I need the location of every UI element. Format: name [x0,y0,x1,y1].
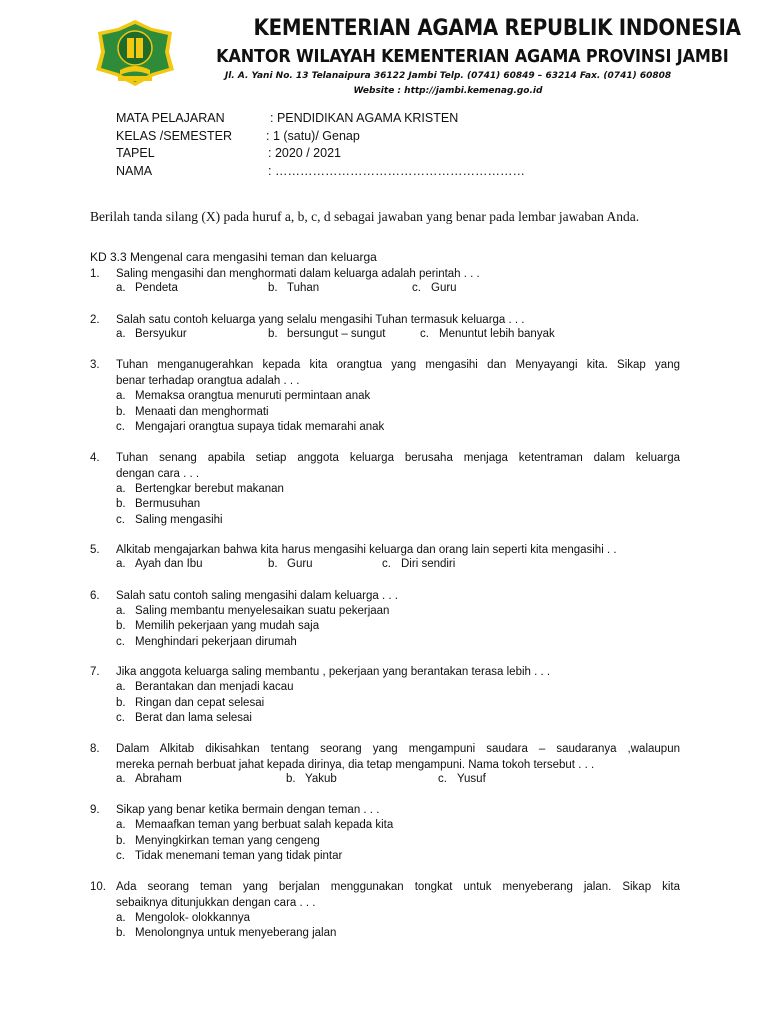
option-b: b. bersungut – sungut [268,327,386,340]
option-c: c. Tidak menemani teman yang tidak pintar [116,850,343,862]
question-4 [90,450,680,529]
option-b: b. Memilih pekerjaan yang mudah saja [116,620,320,632]
question-text-cont: benar terhadap orangtua adalah . . . [116,375,300,387]
identity-label: MATA PELAJARAN [116,111,225,125]
option-a: a. Saling membantu menyelesaikan suatu pekerjaan [116,604,390,617]
identity-label: NAMA [116,163,153,178]
question-3 [90,357,680,436]
identity-value: : 1 (satu)/ Genap [266,128,360,143]
identity-value: : 2020 / 2021 [268,146,341,160]
option-c: c. Menghindari pekerjaan dirumah [116,635,297,648]
question-text-cont: sebaiknya ditunjukkan dengan cara . . . [116,896,316,909]
question-1 [90,266,680,298]
option-a: a. Memaksa orangtua menuruti permintaan anak [116,390,371,402]
question-text: Alkitab mengajarkan bahwa kita harus mengasihi keluarga dan orang lain seperti kita mengasihi . . [116,544,617,556]
regional-office-title: KANTOR WILAYAH KEMENTERIAN AGAMA PROVINSI JAMBI [216,47,729,67]
option-a: a. Berantakan dan menjadi kacau [116,681,294,693]
question-text: Ada seorang teman yang berjalan menggunakan tongkat untuk menyeberang jalan. Sikap kita [116,880,680,893]
question-text: Jika anggota keluarga saling membantu , pekerjaan yang berantakan terasa lebih . . . [116,666,551,678]
option-c: c. Saling mengasihi [116,513,223,526]
option-b: b. Tuhan [268,282,320,294]
question-9 [90,802,680,865]
office-website: Website : http://jambi.kemenag.go.id [353,86,543,96]
question-number: 4. [90,451,100,464]
identity-label: TAPEL [116,146,155,160]
ministry-title: KEMENTERIAN AGAMA REPUBLIK INDONESIA [253,16,741,41]
question-6 [90,588,680,651]
option-a: a. Bertengkar berebut makanan [116,482,284,495]
question-7 [90,664,680,727]
option-c: c. Guru [412,282,457,294]
option-c: c. Diri sendiri [382,558,456,570]
letterhead [0,0,768,100]
option-c: c. Menuntut lebih banyak [420,327,555,340]
identity-label: KELAS /SEMESTER [116,128,233,143]
question-text: Tuhan senang apabila setiap anggota keluarga berusaha menjaga ketentraman dalam keluarga [116,451,680,464]
question-10 [90,879,680,942]
question-text: Dalam Alkitab dikisahkan tentang seorang yang mengampuni saudara – saudaranya ,walaupun [116,742,680,755]
option-b: b. Menaati dan menghormati [116,405,269,418]
option-c: c. Berat dan lama selesai [116,712,252,724]
question-number: 6. [90,589,100,602]
instruction-text: Berilah tanda silang (X) pada huruf a, b, c, d sebagai jawaban yang benar pada lembar jawaban Anda. [90,209,640,224]
identity-value: : PENDIDIKAN AGAMA KRISTEN [270,111,459,125]
question-text: Salah satu contoh keluarga yang selalu mengasihi Tuhan termasuk keluarga . . . [116,313,525,326]
option-b: b. Bermusuhan [116,498,201,510]
option-c: c. Mengajari orangtua supaya tidak memarahi anak [116,421,385,433]
question-5 [90,542,680,574]
option-b: b. Menolongnya untuk menyeberang jalan [116,927,337,939]
identity-value: : …………………………………………………… [268,163,525,178]
option-a: a. Pendeta [116,282,178,294]
question-number: 3. [90,359,100,371]
question-8 [90,741,680,789]
option-b: b. Guru [268,558,313,570]
option-b: b. Ringan dan cepat selesai [116,696,265,709]
option-a: a. Abraham [116,772,182,785]
question-text-cont: dengan cara . . . [116,467,200,480]
kemenag-logo-icon [94,18,176,88]
question-text: Sikap yang benar ketika bermain dengan teman . . . [116,804,380,816]
question-text: Salah satu contoh saling mengasihi dalam keluarga . . . [116,589,398,602]
option-a: a. Ayah dan Ibu [116,558,203,570]
option-c: c. Yusuf [438,772,486,785]
question-number: 2. [90,313,100,326]
competency-heading: KD 3.3 Mengenal cara mengasihi teman dan keluarga [90,250,377,264]
question-number: 8. [90,742,100,755]
question-number: 1. [90,268,100,280]
option-b: b. Yakub [286,772,337,785]
question-list [90,266,680,956]
question-number: 9. [90,804,100,816]
option-a: a. Bersyukur [116,327,187,340]
question-text: Tuhan menganugerahkan kepada kita orangtua yang mengasihi dan Menyayangi kita. Sikap yang [116,359,680,371]
question-number: 5. [90,544,100,556]
question-text: Saling mengasihi dan menghormati dalam keluarga adalah perintah . . . [116,268,480,280]
question-number: 10. [90,880,106,893]
office-address: Jl. A. Yani No. 13 Telanaipura 36122 Jambi Telp. (0741) 60849 – 63214 Fax. (0741) 60808 [224,71,672,81]
option-a: a. Memaafkan teman yang berbuat salah kepada kita [116,819,394,831]
question-2 [90,312,680,344]
option-a: a. Mengolok- olokkannya [116,911,251,924]
option-b: b. Menyingkirkan teman yang cengeng [116,834,320,847]
question-number: 7. [90,666,100,678]
question-text-cont: mereka pernah berbuat jahat kepada dirinya, dia tetap mengampuni. Nama tokoh tersebut . . . [116,758,595,771]
